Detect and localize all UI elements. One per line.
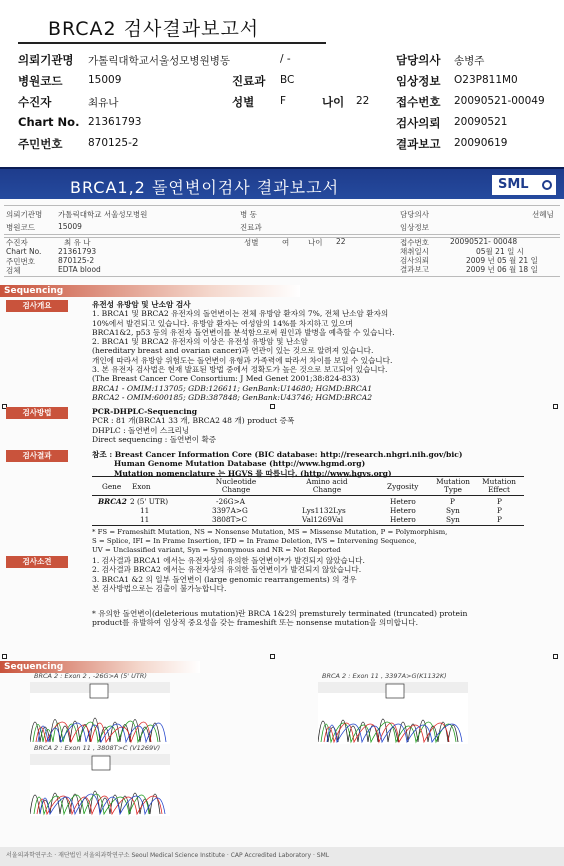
r-collect-label: 채취일시 — [400, 247, 429, 256]
th-mut-type: Mutation Type — [436, 477, 470, 494]
chart-label: Chart No. — [18, 115, 80, 129]
overview-line: BRCA2 - OMIM:600185; GDB:387848; GenBank:U43746; HGMD:BRCA2 — [92, 392, 373, 402]
doctor-label: 담당의사 — [396, 53, 441, 67]
method-line: Direct sequencing : 돌연변이 확증 — [92, 434, 217, 444]
inst-value: 가톨릭대학교서울성모병원병동 — [88, 55, 231, 67]
r-exam-value: 2009 년 05 월 21 일 — [466, 256, 538, 265]
table-row — [92, 497, 524, 506]
page-title: BRCA2 검사결과보고서 — [48, 18, 260, 40]
cell-zygosity: Hetero — [390, 515, 416, 524]
hosp-code-value: 15009 — [88, 74, 122, 86]
r-hosp-code-label: 병원코드 — [6, 223, 35, 232]
table-rule — [92, 525, 524, 526]
th-nucleotide: Nucleotide Change — [215, 477, 257, 494]
chromatogram-3 — [30, 744, 170, 816]
r-result-value: 2009 년 06 월 18 일 — [466, 265, 538, 274]
cell-exon: 11 — [140, 506, 150, 515]
report-footer: 서울의과학연구소 · 재단법인 서울의과학연구소 Seoul Medical Science Institute · CAP Accredited Laboratory · SML — [0, 847, 564, 866]
overview-line: 유전성 유방암 및 난소암 검사 — [92, 300, 191, 309]
opinion-line: 1. 검사결과 BRCA1 에서는 유전자상의 유의한 돌연변이*가 발견되지 않았습니다. — [92, 556, 365, 565]
r-specimen-label: 검체 — [6, 266, 21, 275]
hosp-code-label: 병원코드 — [18, 74, 63, 88]
opinion-tag: 검사소견 — [6, 556, 68, 568]
chromatogram-label: BRCA 2 : Exon 2 , -26G>A (5' UTR) — [34, 672, 147, 680]
age-value: 22 — [356, 95, 370, 107]
overview-line: BRCA1&2, p53 등의 유전자 돌연변이를 분석함으로써 원인과 발병을 예측할 수 있습니다. — [92, 327, 395, 337]
result-line: Human Genome Mutation Database (http://www.hgmd.org) — [114, 459, 366, 469]
age-label: 나이 — [322, 95, 345, 109]
opinion-line: 본 검사방법으로는 검출이 불가능합니다. — [92, 583, 227, 593]
patient-value: 최유나 — [88, 97, 119, 109]
r-age-value: 22 — [336, 237, 346, 246]
scan-marker — [553, 404, 558, 409]
overview-tag: 검사개요 — [6, 300, 68, 312]
r-id-value: 870125-2 — [58, 256, 95, 265]
cell-mut-type: Syn — [446, 515, 460, 524]
opinion-line: product를 유발하여 임상적 중요성을 갖는 frameshift 또는 nonsense mutation을 의미합니다. — [92, 618, 419, 628]
r-receipt-value: 20090521- 00048 — [450, 237, 518, 246]
chromatogram-2 — [318, 672, 468, 744]
chromatogram-trace-2 — [318, 682, 468, 744]
th-zygosity: Zygosity — [387, 482, 419, 491]
cell-nucleotide: 3397A>G — [212, 506, 248, 515]
dept-value: BC — [280, 74, 295, 86]
id-value: 870125-2 — [88, 137, 139, 149]
overview-line: BRCA1 - OMIM:113705; GDB:126611; GenBank:U14680; HGMD:BRCA1 — [92, 383, 373, 393]
r-clinical-label: 임상정보 — [400, 223, 429, 232]
request-value: 20090521 — [454, 116, 508, 128]
dept-label: 진료과 — [232, 74, 266, 88]
opinion-line: * 유의한 돌연변이(deleterious mutation)란 BRCA 1&2의 premsturely terminated (truncated) protein — [92, 609, 468, 619]
chromatogram-label: BRCA 2 : Exon 11 , 3808T>C (V1269V) — [34, 744, 161, 752]
report-value: 20090619 — [454, 137, 508, 149]
overview-line: 2. BRCA1 및 BRCA2 유전자의 이상은 유전성 유방암 및 난소암 — [92, 337, 308, 347]
overview-line: 개인에 따라서 유방암 위험도는 돌연변이 유형과 가족력에 따라서 차이를 보일 수 있습니다. — [92, 355, 393, 365]
title-underline — [18, 42, 326, 44]
scan-marker — [2, 654, 7, 659]
patient-label: 수진자 — [18, 95, 52, 109]
request-label: 검사의뢰 — [396, 116, 441, 130]
overview-line: 3. 본 유전자 검사법은 현재 발표된 방법 중에서 정확도가 높은 것으로 보고되어 있습니다. — [92, 365, 388, 375]
cell-mut-type: Syn — [446, 506, 460, 515]
chromatogram-label: BRCA 2 : Exon 11 , 3397A>G(K1132K) — [322, 672, 447, 680]
result-tag: 검사결과 — [6, 450, 68, 462]
inst-sep: / - — [280, 53, 291, 65]
th-mut-effect: Mutation Effect — [482, 477, 516, 494]
r-patient-value: 최 유 나 — [64, 238, 91, 247]
r-receipt-label: 접수번호 — [400, 238, 429, 247]
receipt-value: 20090521-00049 — [454, 95, 545, 107]
cell-zygosity: Hetero — [390, 506, 416, 515]
banner-title: BRCA1,2 돌연변이검사 결과보고서 — [70, 178, 340, 197]
r-inst-value: 가톨릭대학교 서울성모병원 — [58, 210, 148, 219]
r-ward-label: 병 동 — [240, 210, 257, 219]
r-specimen-value: EDTA blood — [58, 265, 101, 274]
r-collect-value: 05월 21 일 시 — [476, 247, 524, 256]
chromatogram-trace-3 — [30, 754, 170, 816]
cell-nucleotide: 3808T>C — [212, 515, 248, 524]
method-tag: 검사방법 — [6, 407, 68, 419]
table-notes — [92, 528, 447, 555]
table-header-row — [92, 478, 524, 494]
table-rule — [92, 495, 524, 496]
overview-line: (The Breast Cancer Core Consortium: J Med Genet 2001;38:824-833) — [92, 374, 360, 384]
clinical-value: O23P811M0 — [454, 74, 518, 86]
opinion-text — [92, 556, 467, 628]
cell-exon: 2 (5' UTR) — [130, 497, 169, 506]
sequencing-section-bar: Sequencing — [0, 285, 300, 297]
id-label: 주민번호 — [18, 137, 63, 151]
r-result-label: 결과보고 — [400, 265, 429, 274]
overview-line: (hereditary breast and ovarian cancer)과 연관이 있는 것으로 알려져 있습니다. — [92, 346, 374, 356]
cell-mut-effect: P — [497, 506, 502, 515]
logo-mark-icon — [542, 180, 552, 190]
clinical-label: 임상정보 — [396, 74, 441, 88]
result-line: Mutation nomenclature 는 HGVS 를 따릅니다. (http://www.hgvs.org) — [114, 468, 392, 478]
r-patient-label: 수진자 — [6, 238, 28, 247]
table-row — [92, 515, 524, 524]
chromatogram-trace-1 — [30, 682, 170, 744]
chart-value: 21361793 — [88, 116, 142, 128]
result-text — [92, 450, 462, 478]
cell-zygosity: Hetero — [390, 497, 416, 506]
cell-exon: 11 — [140, 515, 150, 524]
method-line: DHPLC : 돌연변이 스크리닝 — [92, 425, 190, 435]
table-note: UV = Unclassified variant, Syn = Synonymous and NR = Not Reported — [92, 546, 341, 554]
r-id-label: 주민번호 — [6, 257, 35, 266]
r-dept-label: 진료과 — [240, 223, 262, 232]
scanned-report — [0, 167, 564, 866]
scan-marker — [270, 654, 275, 659]
th-aminoacid: Amino acid Change — [306, 477, 348, 494]
r-doctor-value: 선혜님 — [532, 210, 554, 219]
cell-aminoacid: Val1269Val — [302, 515, 344, 524]
result-line: 참조 : Breast Cancer Information Core (BIC database: http://research.nhgri.nih.gov/bic) — [92, 450, 463, 459]
th-exon: Exon — [132, 482, 151, 491]
cell-mut-effect: P — [497, 515, 502, 524]
doctor-value: 송병주 — [454, 55, 485, 67]
table-note: S = Splice, IFI = In Frame Insertion, IFD = In Frame Deletion, IVS = Intervening Sequence, — [92, 537, 417, 545]
chromatogram-1 — [30, 672, 170, 744]
overview-line: 1. BRCA1 및 BRCA2 유전자의 돌연변이는 전체 유방암 환자의 7%, 전체 난소암 환자의 — [92, 309, 389, 319]
cell-gene: BRCA2 — [98, 497, 127, 506]
r-chart-value: 21361793 — [58, 247, 97, 256]
cell-aminoacid: Lys1132Lys — [302, 506, 346, 515]
logo-text: SML — [498, 177, 529, 192]
r-sex-value: 여 — [282, 238, 290, 247]
sequencing-section-bar-2: Sequencing — [0, 661, 200, 673]
overview-text — [92, 300, 395, 402]
r-doctor-label: 담당의사 — [400, 210, 429, 219]
inst-label: 의뢰기관명 — [18, 53, 74, 67]
sex-label: 성별 — [232, 95, 255, 109]
report-label: 결과보고 — [396, 137, 441, 151]
method-text — [92, 407, 294, 444]
cell-mut-type: P — [450, 497, 455, 506]
r-exam-label: 검사의뢰 — [400, 256, 429, 265]
report-banner — [0, 167, 564, 199]
opinion-line: 3. BRCA1 &2 의 일부 돌연변이 (large genomic rearrangements) 의 경우 — [92, 574, 357, 584]
r-inst-label: 의뢰기관명 — [6, 210, 43, 219]
method-line: PCR : 81 개(BRCA1 33 개, BRCA2 48 개) product 증폭 — [92, 416, 295, 426]
opinion-line: 2. 검사결과 BRCA2 에서는 유전자상의 유의한 돌연변이가 발견되지 않았습니다. — [92, 565, 362, 575]
method-line: PCR-DHPLC-Sequencing — [92, 407, 198, 416]
overview-line: 10%에서 발견되고 있습니다. 유방암 환자는 여성암의 14%를 차지하고 있으며 — [92, 318, 353, 328]
table-note: * FS = Frameshift Mutation, NS = Nonsense Mutation, MS = Missense Mutation, P = Polymorphism, — [92, 528, 448, 536]
sex-value: F — [280, 95, 287, 107]
sml-logo — [492, 175, 556, 195]
r-chart-label: Chart No. — [6, 247, 42, 256]
scan-marker — [553, 654, 558, 659]
cell-nucleotide: -26G>A — [216, 497, 245, 506]
opinion-line — [92, 593, 467, 609]
table-row — [92, 506, 524, 515]
receipt-label: 접수번호 — [396, 95, 441, 109]
th-gene: Gene — [102, 482, 122, 491]
cell-mut-effect: P — [497, 497, 502, 506]
r-sex-label: 성별 — [244, 238, 259, 247]
r-age-label: 나이 — [308, 238, 323, 247]
r-hosp-code-value: 15009 — [58, 222, 82, 231]
